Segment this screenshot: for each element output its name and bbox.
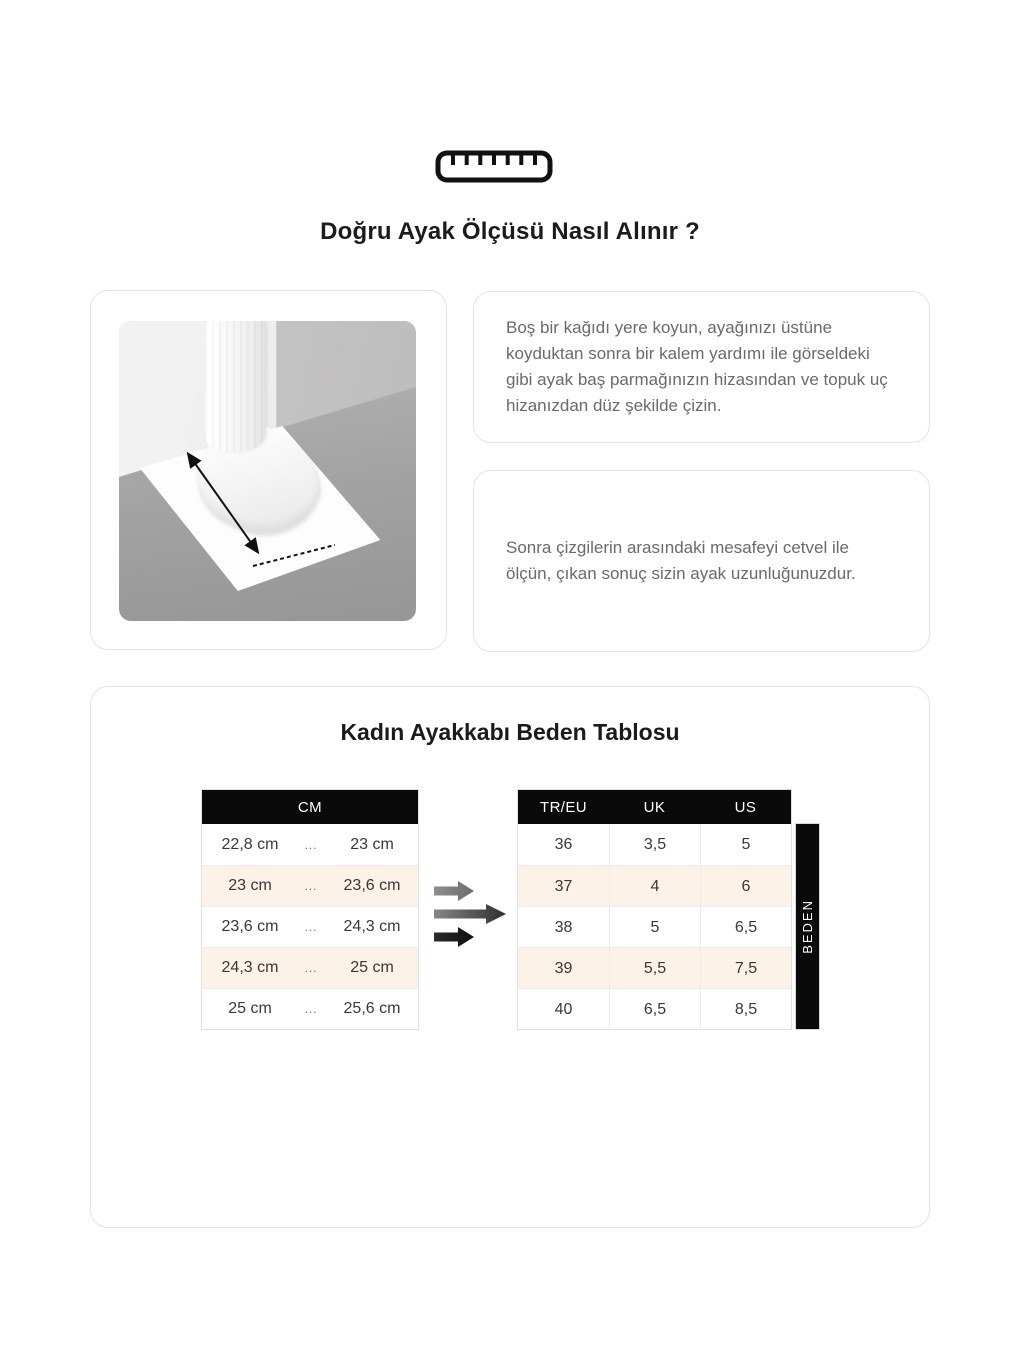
range-dots: ... (304, 837, 318, 852)
ruler-icon (435, 150, 553, 183)
cm-to: 25,6 cm (343, 1000, 401, 1017)
size-cell: 5 (700, 824, 791, 865)
page-title: Doğru Ayak Ölçüsü Nasıl Alınır ? (320, 218, 700, 245)
table-row (518, 865, 791, 906)
size-cell: 5,5 (609, 948, 700, 989)
cm-range-table (201, 789, 419, 1030)
range-dots: ... (304, 879, 318, 893)
cm-to: 25 cm (350, 959, 394, 976)
instruction-step-2: Sonra çizgilerin arasındaki mesafeyi cetvel ile ölçün, çıkan sonuç sizin ayak uzunluğunuzdur. (506, 538, 856, 583)
col-header-us: US (734, 798, 757, 816)
instruction-step-1: Boş bir kağıdı yere koyun, ayağınızı üstüne koyduktan sonra bir kalem yardımı ile görseldeki gibi ayak baş parmağınızın hizasından ve topuk uç hizanızdan düz şekilde çizin. (506, 318, 888, 415)
cm-to: 23,6 cm (343, 877, 401, 894)
cm-table-header (202, 790, 418, 824)
size-cell: 39 (554, 959, 573, 977)
instruction-card-1 (473, 291, 930, 443)
size-cell: 38 (554, 918, 573, 936)
size-cell: 40 (554, 1000, 573, 1018)
cm-from: 22,8 cm (221, 835, 279, 853)
size-cell: 4 (609, 866, 700, 907)
size-cell: 6,5 (609, 989, 700, 1030)
table-row (518, 988, 791, 1029)
size-cell: 36 (554, 835, 573, 853)
beden-side-label (795, 823, 820, 1030)
transfer-arrows-icon (434, 877, 514, 949)
table-row (202, 865, 418, 906)
beden-label-text: BEDEN (800, 899, 815, 954)
size-cell: 6 (700, 866, 791, 907)
size-table-card (90, 686, 930, 1228)
table-row (202, 906, 418, 947)
foot-measurement-photo (119, 321, 416, 621)
size-table-title: Kadın Ayakkabı Beden Tablosu (340, 719, 680, 745)
size-cell: 37 (554, 877, 573, 895)
size-cell: 5 (609, 907, 700, 948)
size-conversion-table (517, 789, 792, 1030)
cm-header-label: CM (297, 798, 323, 816)
cm-from: 23 cm (228, 877, 272, 894)
col-header-tr-eu: TR/EU (540, 798, 587, 816)
range-dots: ... (304, 961, 318, 975)
table-row (202, 947, 418, 988)
size-table-header-row (518, 790, 791, 824)
instruction-card-2 (473, 470, 930, 652)
size-cell: 8,5 (700, 989, 791, 1030)
col-header-uk: UK (643, 798, 666, 816)
table-row (518, 947, 791, 988)
table-row (202, 824, 418, 865)
table-row (518, 906, 791, 947)
range-dots: ... (304, 920, 318, 934)
table-row (518, 824, 791, 865)
cm-from: 23,6 cm (221, 918, 279, 935)
cm-to: 23 cm (350, 835, 394, 853)
size-cell: 3,5 (609, 824, 700, 865)
range-dots: ... (304, 1002, 318, 1016)
size-cell: 6,5 (700, 907, 791, 948)
measurement-photo-card (90, 290, 447, 650)
cm-from: 25 cm (228, 1000, 272, 1017)
measurement-arrow (119, 321, 416, 621)
cm-to: 24,3 cm (343, 918, 401, 935)
cm-from: 24,3 cm (221, 959, 279, 976)
size-cell: 7,5 (700, 948, 791, 989)
table-row (202, 988, 418, 1029)
